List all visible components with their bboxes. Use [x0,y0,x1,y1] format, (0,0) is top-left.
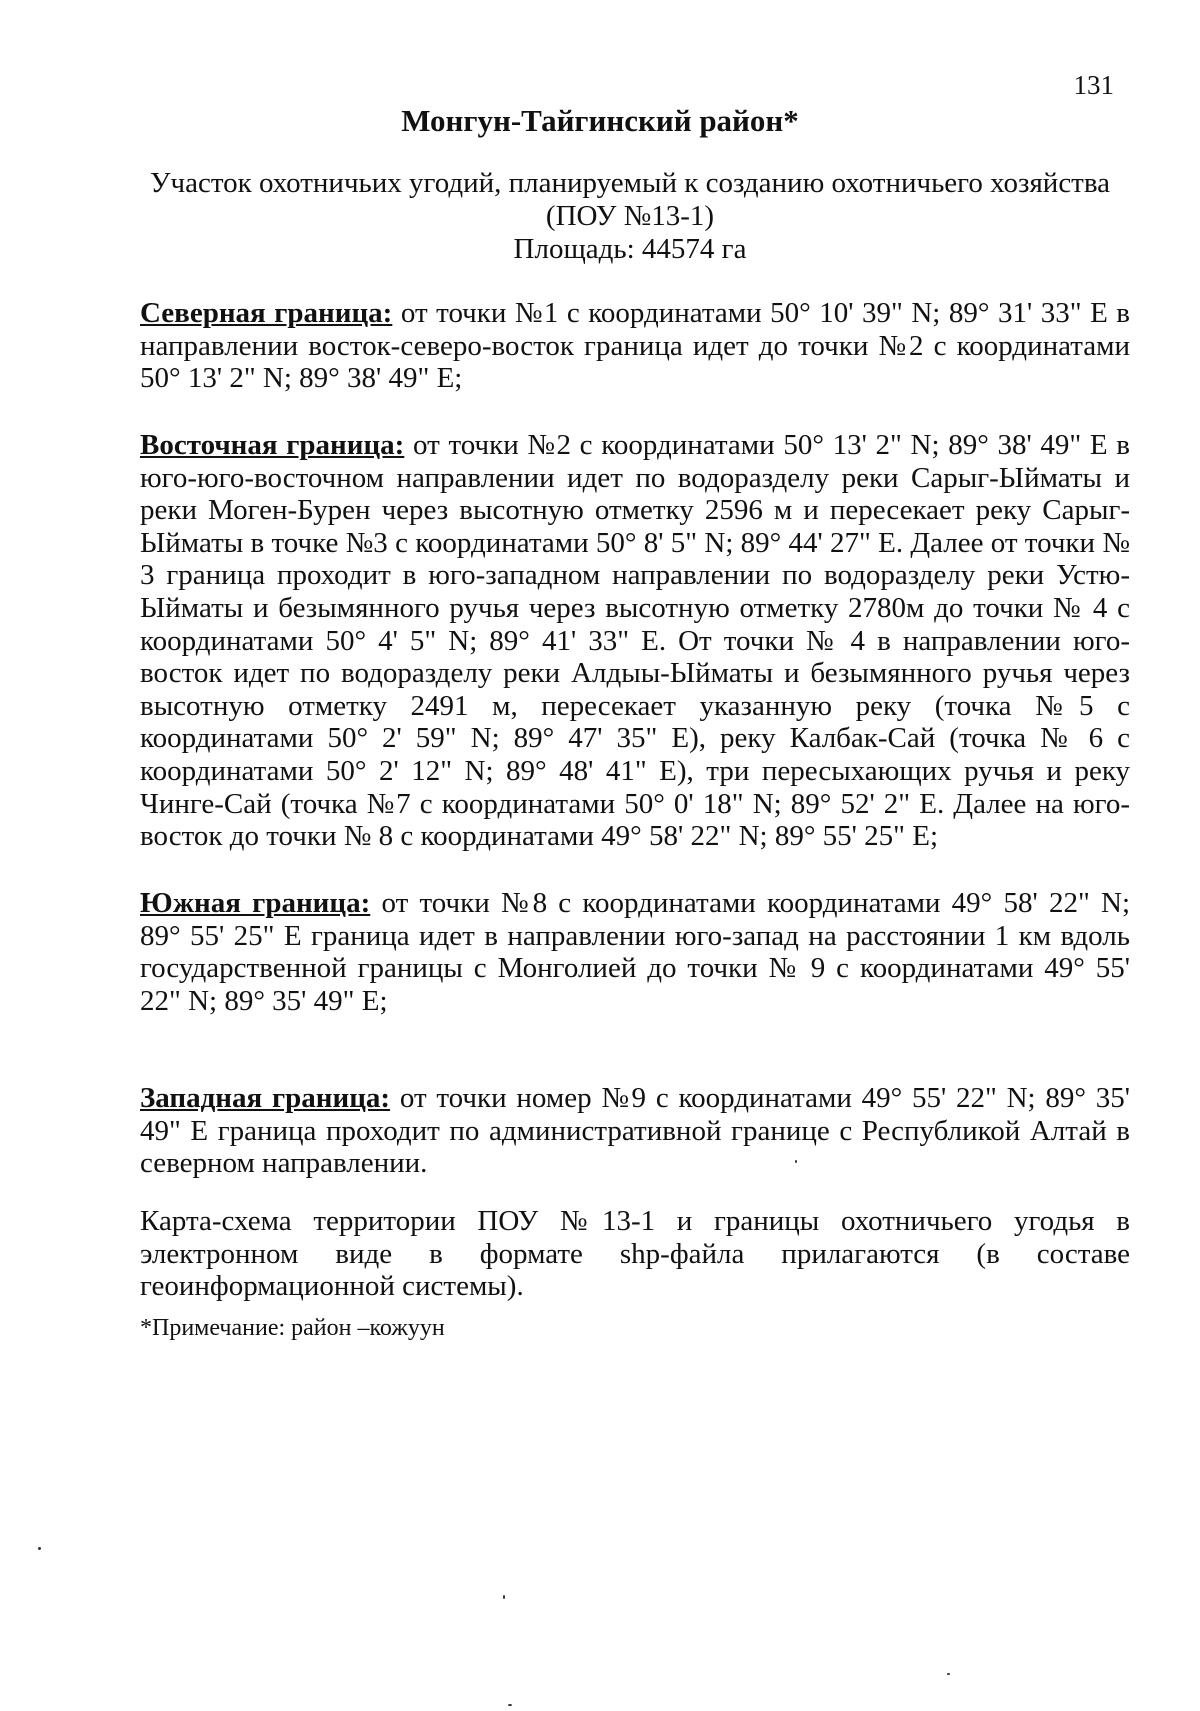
plot-header [130,167,1130,266]
scan-speck [795,1160,797,1163]
plot-id: (ПОУ №13-1) [545,200,715,232]
scan-speck [947,1673,950,1675]
plot-area: Площадь: 44574 га [513,233,747,265]
scan-speck [38,1547,41,1550]
west-boundary-label: Западная граница: [140,1082,391,1114]
south-boundary-text: от точки №8 с координатами координатами 49° 58' 22" N; 89° 55' 25" E граница идет в направлении юго-запад на расстоянии 1 км вдоль государственной границы с Монголией до точки № 9 с координатами 49° 55' 22" N; 89° 35' 49" E; [140,887,1130,1017]
scan-speck [508,1704,512,1706]
north-boundary-paragraph [140,297,1130,395]
map-note-paragraph: Карта-схема территории ПОУ №13-1 и границы охотничьего угодья в электронном виде в формате shp-файла прилагаются (в составе геоинформационной системы). [140,1205,1130,1303]
west-boundary-paragraph [140,1082,1130,1180]
page-title: Монгун-Тайгинский район* [401,103,799,138]
page-number: 131 [1073,70,1114,100]
north-boundary-text: от точки №1 с координатами 50° 10' 39" N; 89° 31' 33" E в направлении восток-северо-восток граница идет до точки №2 с координатами 50° 13' 2" N; 89° 38' 49" E; [140,297,1130,395]
footnote: *Примечание: район –кожуун [140,1315,445,1341]
east-boundary-paragraph [140,429,1130,853]
plot-description: Участок охотничьих угодий, планируемый к созданию охотничьего хозяйства [149,167,1111,199]
west-boundary-text: от точки номер №9 с координатами 49° 55' 22" N; 89° 35' 49" E граница проходит по административной границе с Республикой Алтай в северном направлении. [140,1082,1130,1180]
scan-speck [503,1595,505,1599]
north-boundary-label: Северная граница: [140,297,393,329]
east-boundary-label: Восточная граница: [140,429,405,461]
south-boundary-label: Южная граница: [140,887,371,919]
east-boundary-text: от точки №2 с координатами 50° 13' 2" N; 89° 38' 49" E в юго-юго-восточном направлении идет по водоразделу реки Сарыг-Ыйматы и реки Моген-Бурен через высотную отметку 2596 м и пересекает реку Сарыг-Ыйматы в точке №3 с координатами 50° 8' 5" N; 89° 44' 27" E. Далее от точки № 3 граница проходит в юго-западном направлении по водоразделу реки Устю-Ыйматы и безымянного ручья через высотную отметку 2780м до точки № 4 с координатами 50° 4' 5" N; 89° 41' 33" E. От точки № 4 в направлении юго-восток идет по водоразделу реки Алдыы-Ыйматы и безымянного ручья через высотную отметку 2491 м, пересекает указанную реку (точка №5 с координатами 50° 2' 59" N; 89° 47' 35" E), реку Калбак-Сай (точка № 6 с координатами 50° 2' 12" N; 89° 48' 41" E), три пересыхающих ручья и реку Чинге-Сай (точка №7 с координатами 50° 0' 18" N; 89° 52' 2" E. Далее на юго-восток до точки № 8 с координатами 49° 58' 22" N; 89° 55' 25" E; [140,429,1130,853]
south-boundary-paragraph [140,887,1130,1017]
